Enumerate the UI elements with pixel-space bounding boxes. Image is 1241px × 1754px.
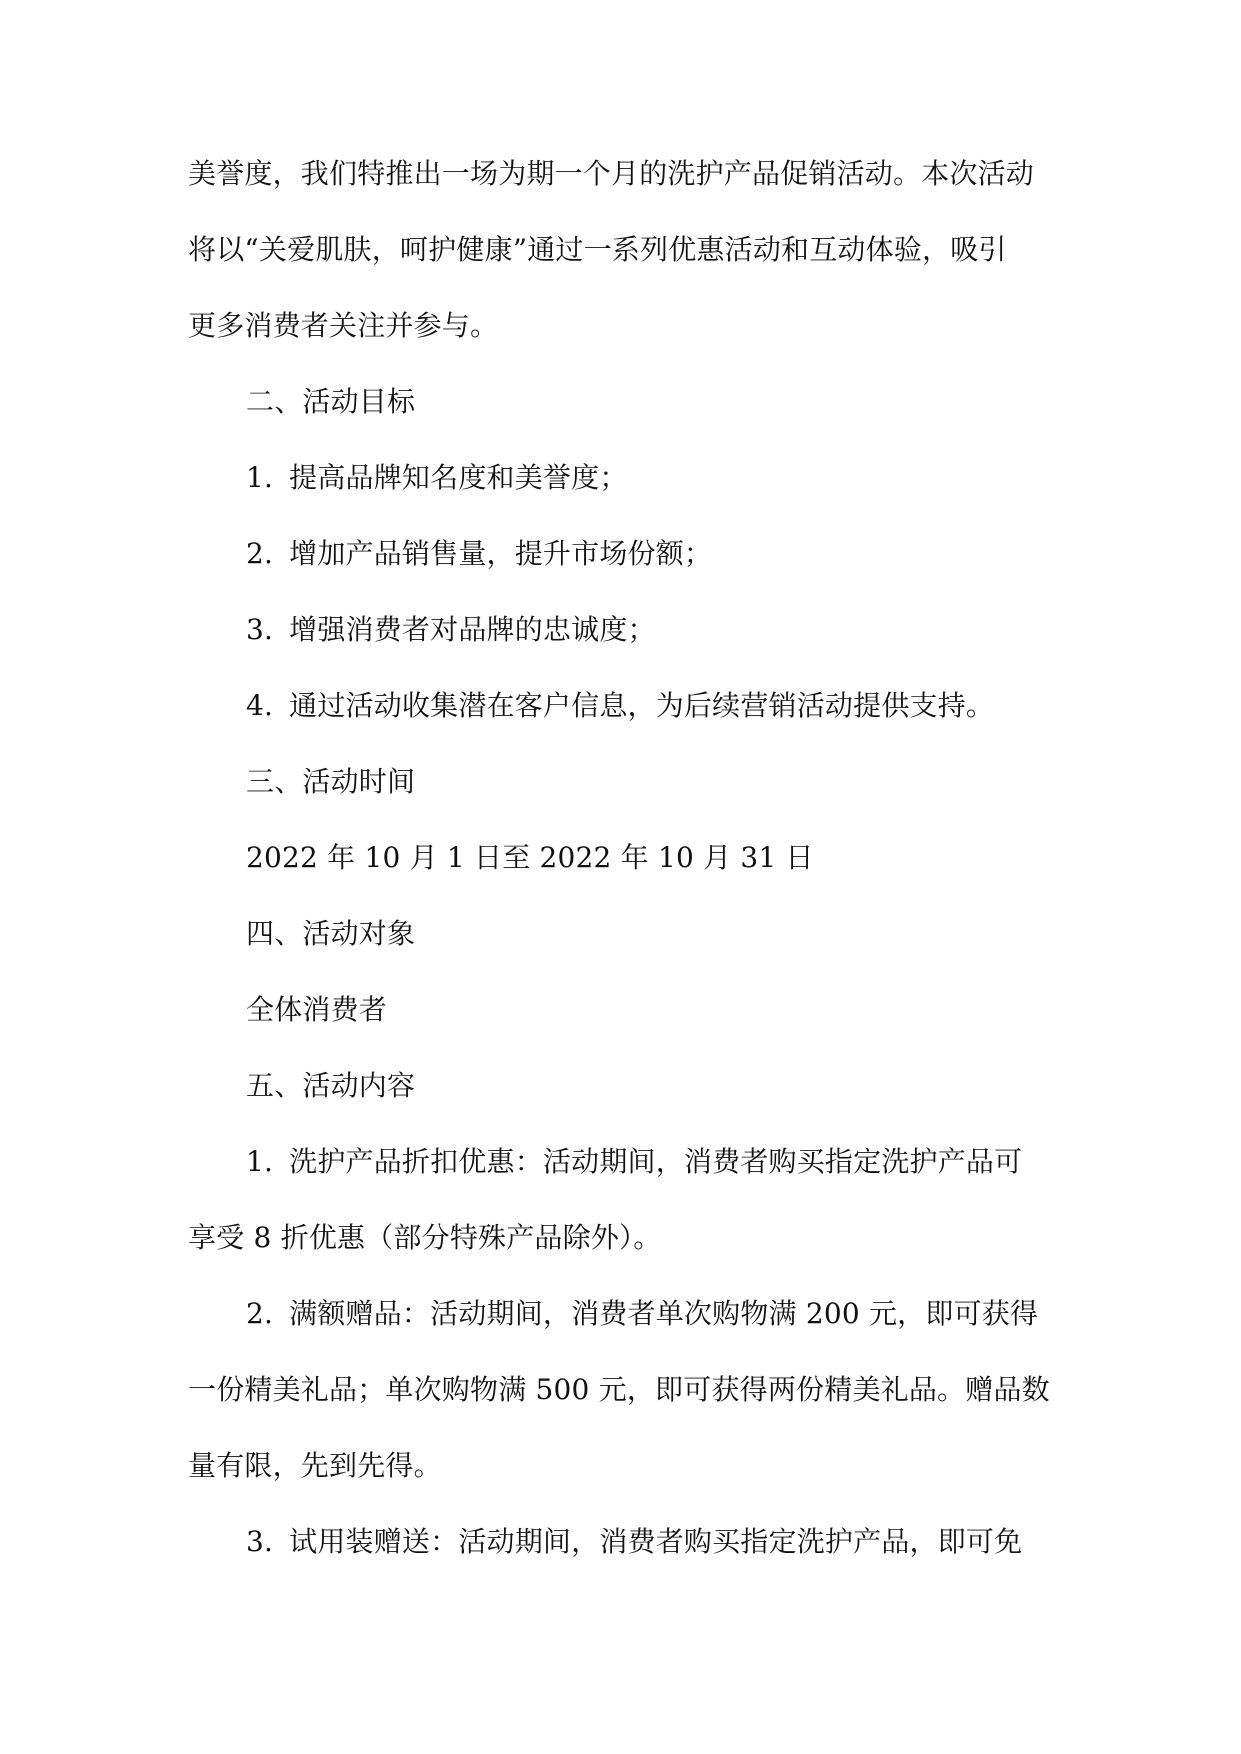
list-number: 3. <box>246 1525 274 1558</box>
section-heading-time: 三、活动时间 <box>246 765 416 798</box>
list-item-text: 通过活动收集潜在客户信息，为后续营销活动提供支持。 <box>289 689 995 722</box>
goal-item-2 <box>188 525 1058 601</box>
content-item-1-line-2: 享受 8 折优惠（部分特殊产品除外）。 <box>188 1221 662 1254</box>
content-item-3-line-1 <box>188 1513 1058 1589</box>
list-number: 2. <box>246 537 274 570</box>
list-item-text: 增强消费者对品牌的忠诚度； <box>289 613 656 646</box>
list-item-text: 试用装赠送：活动期间，消费者购买指定洗护产品，即可免 <box>289 1525 1023 1558</box>
section-heading-content: 五、活动内容 <box>246 1069 416 1102</box>
list-item-text: 增加产品销售量，提升市场份额； <box>289 537 713 570</box>
list-number: 1. <box>246 461 274 494</box>
section-heading-audience: 四、活动对象 <box>246 917 416 950</box>
intro-line-1: 美誉度，我们特推出一场为期一个月的洗护产品促销活动。本次活动 <box>188 157 1035 190</box>
list-number: 1. <box>246 1145 274 1178</box>
list-item-text: 洗护产品折扣优惠：活动期间，消费者购买指定洗护产品可 <box>289 1145 1023 1178</box>
goal-item-3 <box>188 601 1058 677</box>
goal-item-1 <box>188 449 1058 525</box>
list-number: 2. <box>246 1297 274 1330</box>
section-heading-goals: 二、活动目标 <box>246 385 416 418</box>
document-body <box>188 145 1058 1589</box>
activity-time-text: 2022 年 10 月 1 日至 2022 年 10 月 31 日 <box>246 841 814 874</box>
content-item-2-line-2: 一份精美礼品；单次购物满 500 元，即可获得两份精美礼品。赠品数 <box>188 1373 1050 1406</box>
goal-item-4 <box>188 677 1058 753</box>
list-number: 3. <box>246 613 274 646</box>
intro-line-3: 更多消费者关注并参与。 <box>188 309 499 342</box>
content-item-1-line-1 <box>188 1133 1058 1209</box>
list-number: 4. <box>246 689 274 722</box>
activity-audience-text: 全体消费者 <box>246 993 388 1026</box>
list-item-text: 满额赠品：活动期间，消费者单次购物满 200 元，即可获得 <box>289 1297 1039 1330</box>
list-item-text: 提高品牌知名度和美誉度； <box>289 461 628 494</box>
intro-line-2: 将以“关爱肌肤，呵护健康”通过一系列优惠活动和互动体验，吸引 <box>188 233 1007 266</box>
content-item-2-line-1 <box>188 1285 1058 1361</box>
content-item-2-line-3: 量有限，先到先得。 <box>188 1449 442 1482</box>
